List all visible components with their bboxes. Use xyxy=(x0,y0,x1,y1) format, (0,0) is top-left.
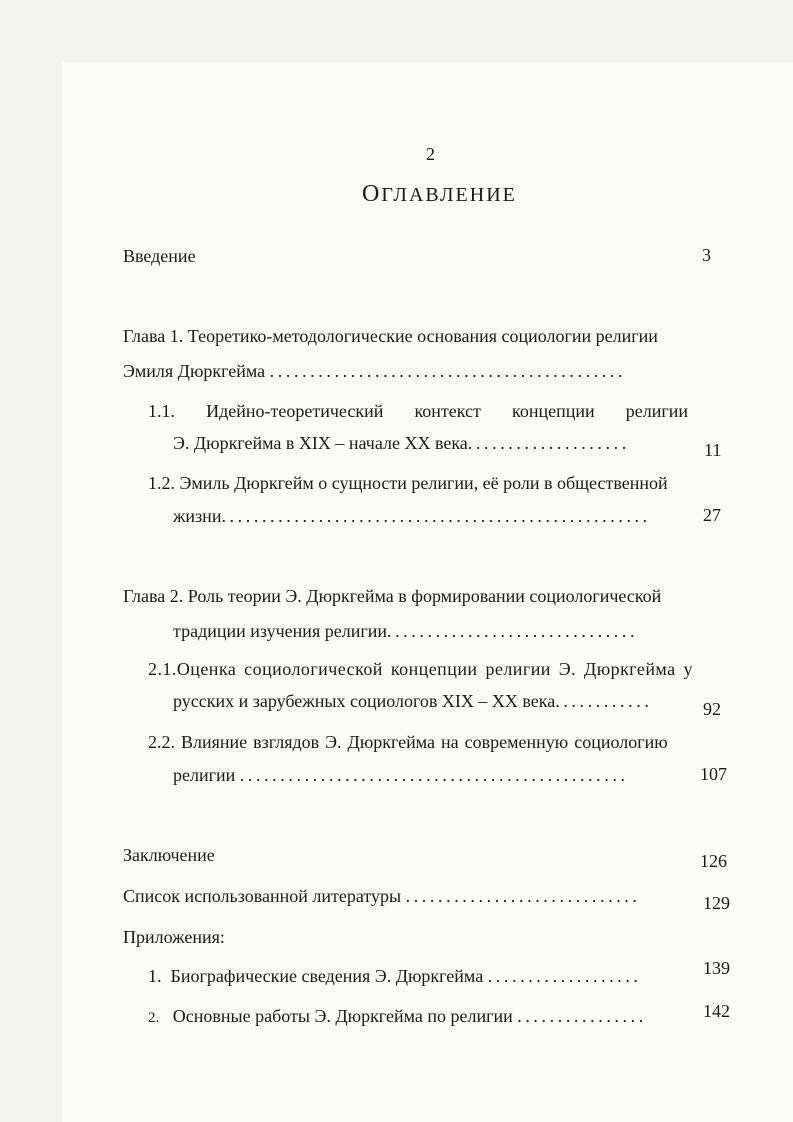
toc-section-line2: русских и зарубежных социологов XIX – XX века xyxy=(173,691,556,711)
toc-appendix-2[interactable] xyxy=(148,1005,647,1029)
toc-intro[interactable]: Введение xyxy=(123,246,196,266)
toc-appendices[interactable]: Приложения: xyxy=(123,927,225,947)
toc-section-line2: Э. Дюркгейма в XIX – начале XX века xyxy=(173,433,468,453)
toc-section-line1: Влияние взглядов Э. Дюркгейма на современную социологию xyxy=(181,732,668,752)
toc-chapter2-title-cont[interactable] xyxy=(173,620,638,642)
toc-appendix-1[interactable] xyxy=(148,965,642,987)
toc-section-line2: жизни xyxy=(173,506,222,526)
toc-leader-dots: ............................... xyxy=(386,621,639,641)
toc-leader-dots: ................... xyxy=(487,966,642,986)
toc-section-number: 1.2. xyxy=(148,473,175,493)
page-title-rest: ГЛАВЛЕНИЕ xyxy=(381,184,517,206)
toc-references-page: 129 xyxy=(703,893,730,913)
toc-appendix-number: 1. xyxy=(148,966,162,986)
toc-section-1-1-page: 11 xyxy=(704,440,722,460)
toc-section-word: концепции xyxy=(512,401,595,421)
toc-section-number: 2.2. xyxy=(148,732,175,752)
toc-references-label: Список использованной литературы xyxy=(123,886,402,906)
toc-section-line1: Эмиль Дюркгейм о сущности религии, её роли в общественной xyxy=(179,473,668,493)
toc-leader-dots: ................................................ xyxy=(239,765,629,785)
toc-chapter2-title[interactable]: Глава 2. Роль теории Э. Дюркгейма в формировании социологической xyxy=(123,586,662,606)
toc-appendix-label: Основные работы Э. Дюркгейма по религии xyxy=(172,1006,513,1026)
toc-section-1-2-cont[interactable] xyxy=(173,505,651,527)
toc-section-word: Идейно-теоретический xyxy=(206,401,384,421)
toc-section-2-2[interactable] xyxy=(148,731,668,753)
page-title-first-letter: О xyxy=(362,181,382,207)
toc-section-2-1-cont[interactable] xyxy=(173,690,652,712)
toc-intro-page: 3 xyxy=(702,245,711,265)
toc-leader-dots: ..................................................... xyxy=(221,506,651,526)
toc-section-number: 1.1. xyxy=(148,401,175,421)
toc-appendix-label: Биографические сведения Э. Дюркгейма xyxy=(170,966,484,986)
toc-section-2-1[interactable] xyxy=(148,658,693,680)
toc-chapter2-title-line2: традиции изучения религии xyxy=(173,621,387,641)
page-number: 2 xyxy=(426,144,435,164)
toc-section-1-1[interactable] xyxy=(148,400,688,422)
toc-chapter1-title[interactable]: Глава 1. Теоретико-методологические основания социологии религии xyxy=(123,326,658,346)
toc-references[interactable] xyxy=(123,885,641,907)
toc-leader-dots: ............................. xyxy=(405,886,641,906)
toc-appendix-1-page: 139 xyxy=(703,958,730,978)
toc-chapter1-title-cont[interactable] xyxy=(123,360,626,382)
toc-section-1-1-cont[interactable] xyxy=(173,432,630,454)
toc-section-2-2-cont[interactable] xyxy=(173,764,629,786)
toc-leader-dots: ............................................ xyxy=(269,361,627,381)
toc-leader-dots: ................ xyxy=(517,1006,647,1026)
toc-section-word: религии xyxy=(625,401,688,421)
toc-section-line2: религии xyxy=(173,765,236,785)
toc-conclusion[interactable]: Заключение xyxy=(123,845,215,865)
toc-section-line1: Оценка социологической концепции религии Э. Дюркгейма у xyxy=(176,659,693,679)
toc-section-word: контекст xyxy=(414,401,481,421)
page-title xyxy=(362,181,517,208)
toc-section-number: 2.1. xyxy=(148,659,177,679)
toc-conclusion-page: 126 xyxy=(700,851,727,871)
toc-section-2-1-page: 92 xyxy=(703,699,721,719)
toc-appendix-2-page: 142 xyxy=(703,1001,730,1021)
toc-leader-dots: ............ xyxy=(555,691,653,711)
toc-chapter1-title-line2: Эмиля Дюркгейма xyxy=(123,361,266,381)
toc-section-1-2-page: 27 xyxy=(703,505,721,525)
toc-leader-dots: .................... xyxy=(467,433,630,453)
toc-appendix-number: 2. xyxy=(148,1010,160,1026)
toc-section-1-2[interactable] xyxy=(148,472,668,494)
toc-section-2-2-page: 107 xyxy=(700,764,727,784)
